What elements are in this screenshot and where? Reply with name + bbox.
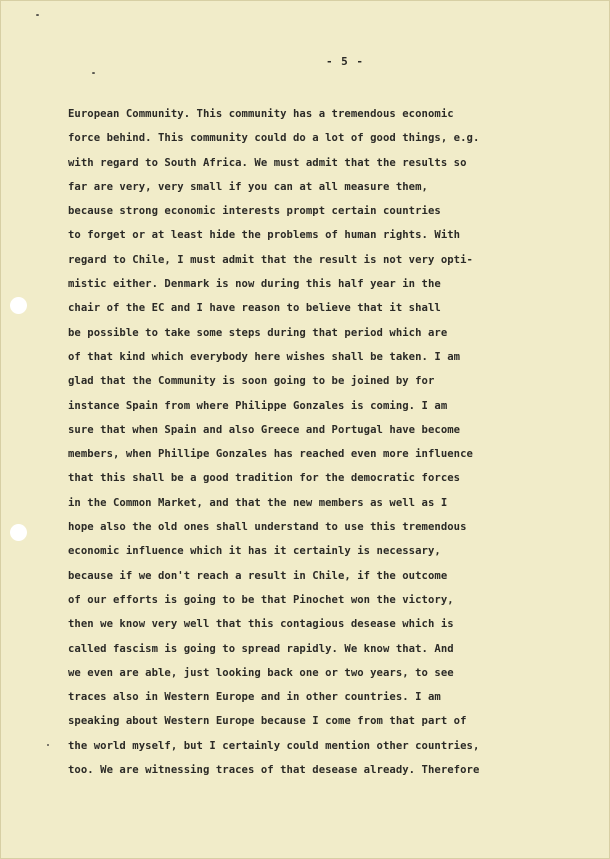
ink-speck	[36, 14, 39, 16]
text-line: that this shall be a good tradition for the democratic forces	[68, 472, 461, 485]
ink-speck	[92, 72, 95, 74]
text-line: because if we don't reach a result in Chile, if the outcome	[68, 569, 448, 582]
text-line: in the Common Market, and that the new members as well as I	[68, 496, 448, 509]
punch-hole	[10, 524, 27, 541]
punch-hole	[10, 297, 27, 314]
text-line: to forget or at least hide the problems of human rights. With	[68, 229, 461, 242]
text-line: instance Spain from where Philippe Gonzales is coming. I am	[68, 399, 448, 412]
text-line: far are very, very small if you can at all measure them,	[68, 180, 428, 193]
text-line: we even are able, just looking back one or two years, to see	[68, 666, 454, 679]
ink-speck	[47, 744, 49, 746]
text-line: traces also in Western Europe and in other countries. I am	[68, 691, 441, 704]
text-line: sure that when Spain and also Greece and Portugal have become	[68, 423, 461, 436]
text-line: with regard to South Africa. We must admit that the results so	[68, 156, 467, 169]
text-line: glad that the Community is soon going to be joined by for	[68, 375, 435, 388]
text-line: be possible to take some steps during that period which are	[68, 326, 448, 339]
text-line: speaking about Western Europe because I come from that part of	[68, 715, 467, 728]
text-line: hope also the old ones shall understand to use this tremendous	[68, 521, 467, 534]
text-line: economic influence which it has it certainly is necessary,	[68, 545, 441, 558]
text-line: chair of the EC and I have reason to believe that it shall	[68, 302, 441, 315]
body-text	[68, 106, 568, 786]
text-line: members, when Phillipe Gonzales has reached even more influence	[68, 448, 473, 461]
text-line: mistic either. Denmark is now during this half year in the	[68, 278, 441, 291]
text-line: European Community. This community has a tremendous economic	[68, 108, 454, 120]
text-line: of that kind which everybody here wishes shall be taken. I am	[68, 350, 461, 363]
text-line: too. We are witnessing traces of that desease already. Therefore	[68, 764, 480, 777]
text-line: then we know very well that this contagious desease which is	[68, 618, 454, 631]
text-line: regard to Chile, I must admit that the result is not very opti-	[68, 253, 473, 266]
text-line: called fascism is going to spread rapidly. We know that. And	[68, 642, 454, 655]
text-line: the world myself, but I certainly could mention other countries,	[68, 739, 480, 752]
text-line: because strong economic interests prompt certain countries	[68, 205, 441, 218]
page-number: - 5 -	[325, 55, 365, 68]
text-line: force behind. This community could do a lot of good things, e.g.	[68, 132, 480, 145]
text-line: of our efforts is going to be that Pinochet won the victory,	[68, 593, 454, 606]
